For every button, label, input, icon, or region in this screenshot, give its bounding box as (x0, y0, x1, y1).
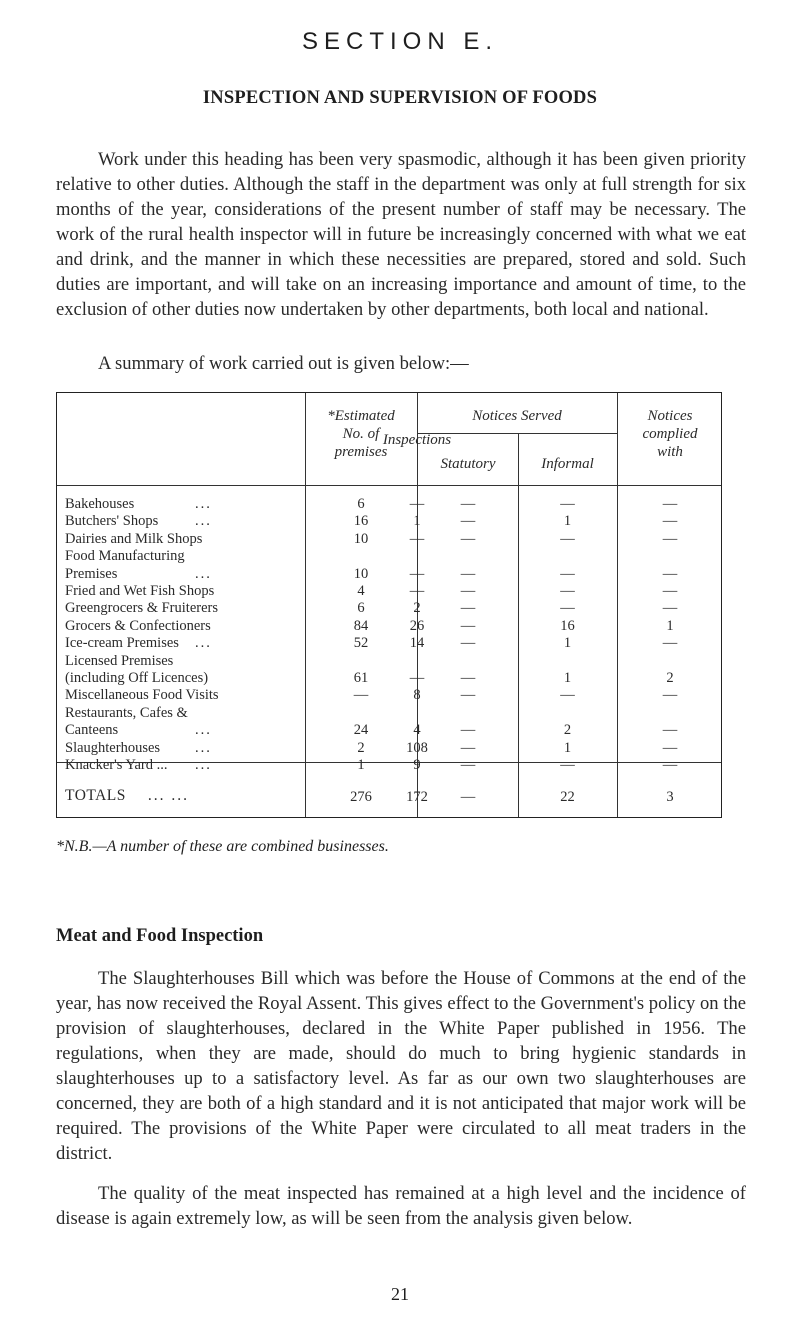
cell-informal: 1 (563, 739, 572, 756)
leader-dots: ... (195, 757, 212, 773)
row-label: Knacker's Yard ... (65, 757, 168, 773)
row-label: Dairies and Milk Shops (65, 530, 203, 547)
cell-statutory: — (460, 722, 476, 739)
cell-complied: 1 (666, 617, 674, 634)
cell-complied: — (662, 687, 678, 704)
estimated-premises-header: *Estimated No. of premises (327, 408, 395, 460)
cell-premises: 10 (353, 530, 369, 547)
cell-statutory: — (460, 670, 476, 686)
totals-statutory: — (460, 789, 476, 805)
cell-premises: 6 (357, 600, 365, 617)
cell-statutory: — (460, 496, 476, 512)
cell-inspections: 4 (413, 722, 421, 739)
cell-premises: 61 (353, 670, 369, 686)
cell-inspections: 108 (406, 739, 428, 756)
cell-inspections: — (409, 530, 425, 547)
inspection-summary-table (56, 392, 722, 818)
totals-premises: 276 (350, 789, 372, 805)
cell-informal: — (560, 565, 575, 582)
cell-informal: 1 (563, 635, 572, 652)
cell-statutory: — (460, 600, 476, 617)
cell-inspections: 1 (413, 513, 421, 530)
cell-complied: — (662, 757, 678, 773)
cell-inspections: — (409, 670, 425, 686)
row-label: (including Off Licences) (65, 670, 209, 686)
row-label: Premises (65, 565, 118, 582)
cell-informal: — (560, 530, 575, 547)
cell-statutory: — (460, 583, 476, 599)
cell-premises: 16 (353, 513, 369, 530)
cell-inspections: 9 (413, 757, 421, 773)
meat-inspection-heading: Meat and Food Inspection (56, 926, 264, 946)
cell-informal: — (560, 687, 575, 704)
cell-premises: 10 (353, 565, 369, 582)
informal-header: Informal (541, 456, 594, 472)
cell-premises: 52 (353, 635, 369, 652)
statutory-header: Statutory (440, 456, 496, 472)
row-label: Greengrocers & Fruiterers (65, 600, 218, 617)
page-title: INSPECTION AND SUPERVISION OF FOODS (202, 88, 598, 108)
intro-paragraph: Work under this heading has been very spasmodic, although it has been given priority relative to other duties. Although the staff in the department was only at full strength for six months of the year, considerations of the present number of staff may be necessary. The work of the rural health inspector will in future be increasingly concerned with what we eat and drink, and the manner in which these necessities are prepared, stored and sold. Such duties are important, and will take on an increasing importance and amount of time, to the exclusion of other duties now undertaken by other departments, both local and national. (56, 149, 746, 320)
cell-statutory: — (460, 513, 476, 530)
meat-paragraph-1: The Slaughterhouses Bill which was before the House of Commons at the end of the year, has now received the Royal Assent. This gives effect to the Government's policy on the provision of slaughterhouses, declared in the White Paper published in 1956. The regulations, when they are made, should do much to bring hygienic standards in slaughterhouses up to a satisfactory level. As far as our own two slaughterhouses are concerned, they are both of a high standard and it is not anticipated that major work will be required. The provisions of the White Paper were circulated to all meat traders in the district. (56, 968, 746, 1164)
footnote: *N.B.—A number of these are combined businesses. (56, 838, 389, 855)
cell-inspections: 8 (413, 687, 421, 704)
leader-dots: ... (195, 565, 212, 582)
row-label: Miscellaneous Food Visits (65, 687, 219, 704)
leader-dots: ... (195, 513, 212, 530)
section-heading: SECTION E. (301, 28, 499, 55)
totals-label: TOTALS ... ... (65, 787, 190, 804)
totals-informal: 22 (560, 789, 575, 805)
leader-dots: ... (195, 496, 212, 512)
cell-complied: 2 (666, 670, 674, 686)
leader-dots: ... (195, 635, 212, 652)
row-label: Slaughterhouses (65, 739, 161, 756)
cell-complied: — (662, 722, 678, 739)
cell-informal: — (560, 496, 575, 512)
cell-premises: 24 (353, 722, 369, 739)
cell-informal: — (560, 583, 575, 599)
totals-inspections: 172 (406, 789, 428, 805)
cell-informal: — (560, 600, 575, 617)
row-label: Ice-cream Premises (65, 635, 179, 652)
cell-statutory: — (460, 565, 476, 582)
cell-inspections: 26 (409, 617, 425, 634)
cell-complied: — (662, 583, 678, 599)
cell-premises: — (353, 687, 369, 704)
header-divider (57, 485, 721, 486)
row-label: Food Manufacturing (65, 548, 185, 565)
cell-informal: 1 (563, 513, 572, 530)
cell-premises: 1 (357, 757, 365, 773)
cell-complied: — (662, 600, 678, 617)
cell-informal: 16 (560, 617, 575, 634)
cell-statutory: — (460, 757, 476, 773)
inspections-header: Inspections (382, 432, 452, 448)
cell-inspections: — (409, 496, 425, 512)
row-label: Licensed Premises (65, 652, 174, 669)
cell-complied: — (662, 635, 678, 652)
cell-statutory: — (460, 635, 476, 652)
row-label: Restaurants, Cafes & (65, 704, 188, 721)
cell-inspections: 2 (413, 600, 421, 617)
notices-served-header: Notices Served (472, 408, 562, 424)
cell-premises: 2 (357, 739, 365, 756)
row-label: Bakehouses (65, 496, 135, 512)
meat-paragraph-2: The quality of the meat inspected has remained at a high level and the incidence of disease is again extremely low, as will be seen from the analysis given below. (56, 1183, 746, 1229)
cell-complied: — (662, 739, 678, 756)
cell-premises: 6 (357, 496, 365, 512)
cell-inspections: 14 (409, 635, 425, 652)
cell-informal: 2 (563, 722, 572, 739)
cell-premises: 84 (353, 617, 369, 634)
cell-statutory: — (460, 739, 476, 756)
cell-statutory: — (460, 687, 476, 704)
row-label: Grocers & Confectioners (65, 617, 211, 634)
cell-complied: — (662, 513, 678, 530)
row-label: Fried and Wet Fish Shops (65, 583, 215, 599)
row-label: Butchers' Shops (65, 513, 159, 530)
cell-inspections: — (409, 565, 425, 582)
cell-complied: — (662, 565, 678, 582)
row-label: Canteens (65, 722, 119, 739)
cell-premises: 4 (357, 583, 365, 599)
cell-statutory: — (460, 617, 476, 634)
notices-complied-header: Notices complied with (642, 408, 698, 460)
page-number: 21 (391, 1284, 409, 1304)
cell-informal: — (560, 757, 575, 773)
cell-complied: — (662, 530, 678, 547)
leader-dots: ... (195, 739, 212, 756)
summary-line: A summary of work carried out is given below:— (98, 353, 469, 374)
leader-dots: ... (195, 722, 212, 739)
totals-complied: 3 (666, 789, 674, 805)
cell-complied: — (662, 496, 678, 512)
cell-statutory: — (460, 530, 476, 547)
cell-inspections: — (409, 583, 425, 599)
cell-informal: 1 (563, 670, 572, 686)
